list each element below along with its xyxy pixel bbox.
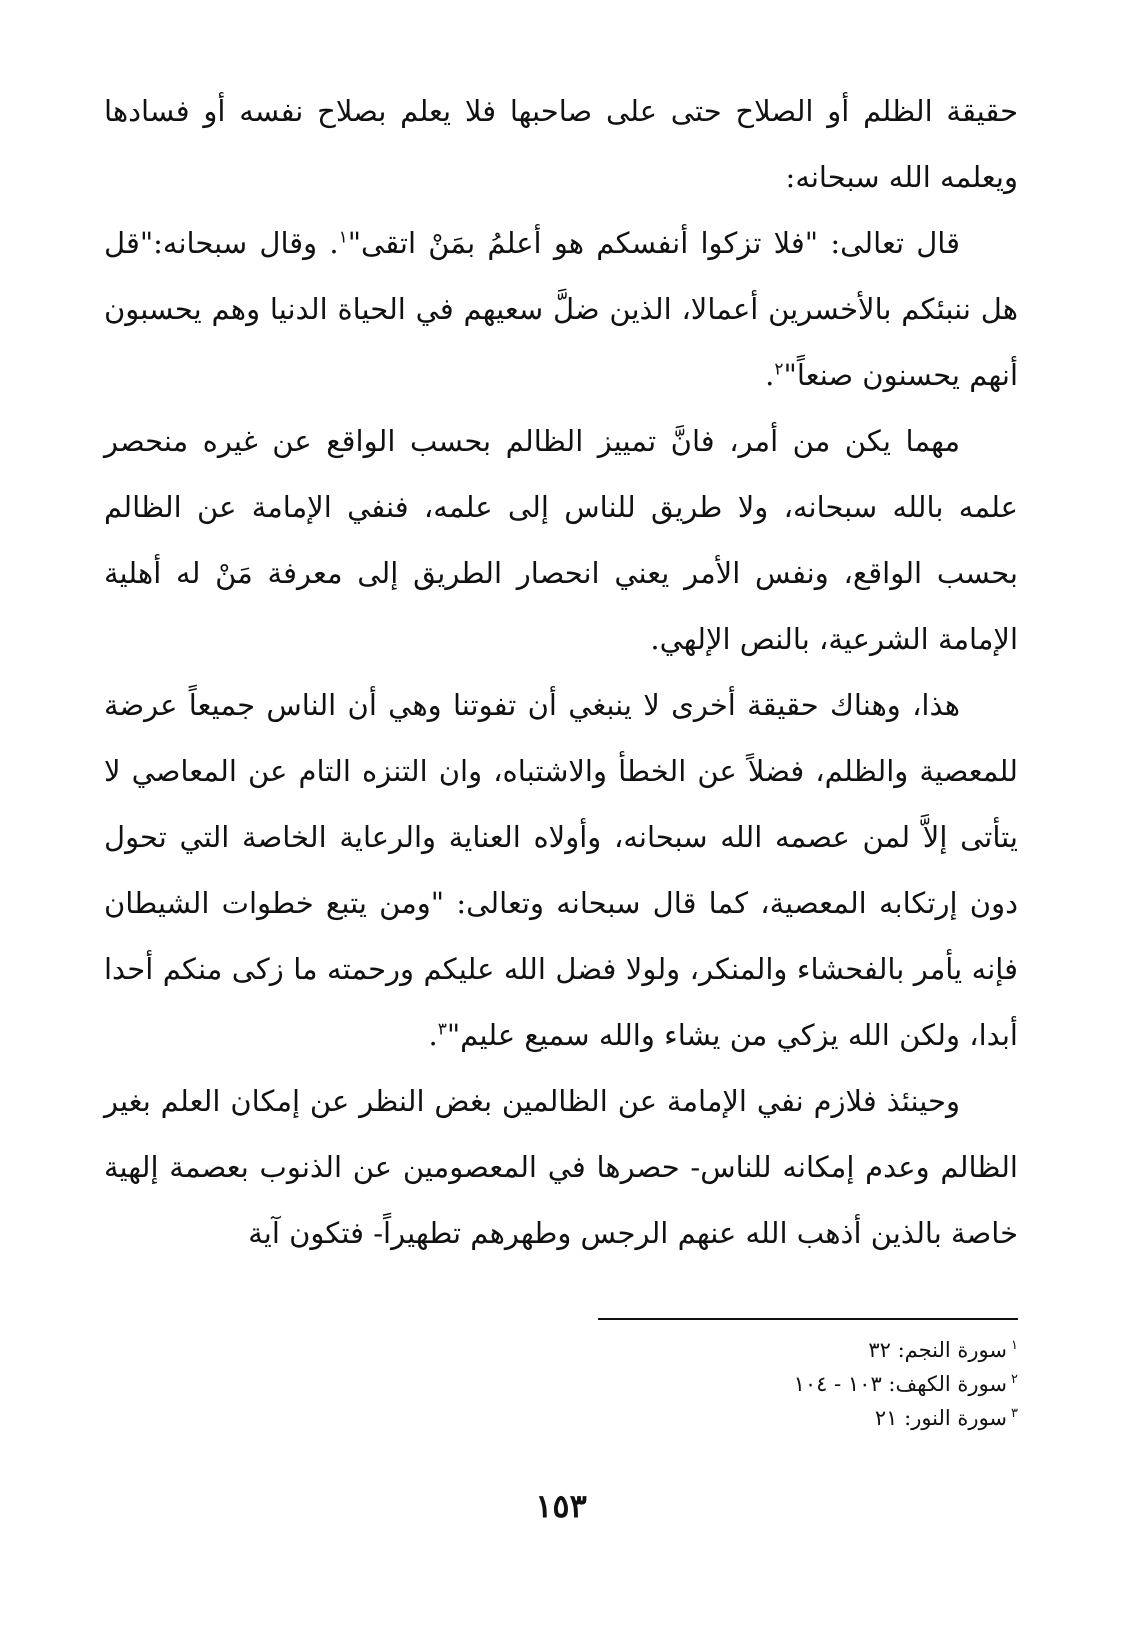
footnote-ref-1: ١ <box>338 227 348 248</box>
footnote-ref-2: ٢ <box>774 359 784 380</box>
footnote-3 <box>560 1401 1018 1435</box>
footnote-2 <box>560 1367 1018 1401</box>
paragraph-4-text-end: . <box>428 1018 438 1052</box>
paragraph-4 <box>104 672 1018 1068</box>
footnote-1 <box>560 1333 1018 1367</box>
paragraph-1-text: حقيقة الظلم أو الصلاح حتى على صاحبها فلا يعلم بصلاح نفسه أو فسادها ويعلمه الله سبحانه: <box>104 94 1018 194</box>
paragraph-2-text-end: . <box>765 358 775 392</box>
paragraph-1 <box>104 78 1018 210</box>
paragraph-5-text: وحينئذ فلازم نفي الإمامة عن الظالمين بغض النظر عن إمكان العلم بغير الظالم وعدم إمكانه للناس- حصرها في المعصومين عن الذنوب بعصمة إلهية خاصة بالذين أذهب الله عنهم الرجس وطهرهم تطهيراً- فتكون آية <box>104 1084 1018 1250</box>
footnote-separator <box>598 1318 1018 1320</box>
footnote-2-text: سورة الكهف: ١٠٣ - ١٠٤ <box>793 1372 1008 1396</box>
footnote-3-number: ٣ <box>1011 1406 1018 1421</box>
paragraph-2 <box>104 210 1018 408</box>
body-text <box>104 78 1018 1266</box>
paragraph-2-text-continued: . وقال سبحانه:"قل هل ننبئكم بالأخسرين أعمالا، الذين ضلَّ سعيهم في الحياة الدنيا وهم يحسبون أنهم يحسنون صنعاً" <box>104 226 1018 392</box>
paragraph-5 <box>104 1068 1018 1266</box>
paragraph-3 <box>104 408 1018 672</box>
footnotes <box>560 1333 1018 1435</box>
footnote-3-text: سورة النور: ٢١ <box>874 1406 1008 1430</box>
footnote-1-text: سورة النجم: ٣٢ <box>868 1338 1008 1362</box>
paragraph-2-text: قال تعالى: "فلا تزكوا أنفسكم هو أعلمُ بمَنْ اتقى" <box>347 226 960 260</box>
paragraph-3-text: مهما يكن من أمر، فانَّ تمييز الظالم بحسب الواقع عن غيره منحصر علمه بالله سبحانه، ولا طريق للناس إلى علمه، فنفي الإمامة عن الظالم بحسب الواقع، ونفس الأمر يعني انحصار الطريق إلى معرفة مَنْ له أهلية الإمامة الشرعية، بالنص الإلهي. <box>104 424 1018 656</box>
footnote-ref-3: ٣ <box>437 1019 447 1040</box>
page-number: ١٥٣ <box>535 1487 587 1525</box>
footnote-2-number: ٢ <box>1011 1372 1018 1387</box>
paragraph-4-text: هذا، وهناك حقيقة أخرى لا ينبغي أن تفوتنا وهي أن الناس جميعاً عرضة للمعصية والظلم، فضلاً عن الخطأ والاشتباه، وان التنزه التام عن المعاصي لا يتأتى إلاَّ لمن عصمه الله سبحانه، وأولاه العناية والرعاية الخاصة التي تحول دون إرتكابه المعصية، كما قال سبحانه وتعالى: "ومن يتبع خطوات الشيطان فإنه يأمر بالفحشاء والمنكر، ولولا فضل الله عليكم ورحمته ما زكى منكم أحدا أبدا، ولكن الله يزكي من يشاء والله سميع عليم" <box>104 688 1018 1052</box>
footnote-1-number: ١ <box>1011 1338 1018 1353</box>
